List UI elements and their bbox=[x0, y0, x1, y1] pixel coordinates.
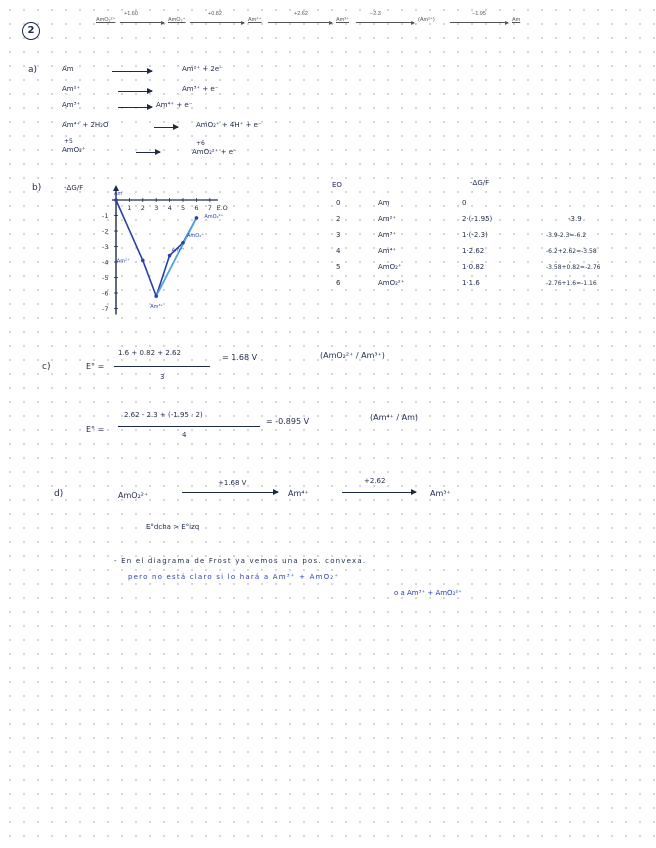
chart-x-tick-label: 7 bbox=[207, 204, 212, 212]
chart-y-tick-label: -4 bbox=[102, 258, 109, 267]
part-a-line-0-right: Am²⁺ + 2e⁻ bbox=[182, 65, 223, 73]
eq2-fraction-bar bbox=[118, 426, 260, 427]
chart-x-tick-label: 2 bbox=[140, 204, 145, 212]
table-row-1-value: -3.9 bbox=[568, 215, 582, 223]
part-a-line-1-right: Am³⁺ + e⁻ bbox=[182, 85, 219, 93]
chart-x-tick-label: 4 bbox=[167, 204, 172, 212]
latimer-arrow-0 bbox=[120, 22, 164, 23]
scheme-middle-species: Am⁴⁺ bbox=[288, 489, 309, 498]
eq1-lhs: E° = bbox=[86, 362, 105, 371]
chart-point bbox=[141, 259, 145, 263]
scheme-arrow-1 bbox=[182, 492, 278, 493]
part-a-line-3-left: Am⁴⁺ + 2H₂O bbox=[62, 121, 109, 129]
table-row-1-species: Am²⁺ bbox=[378, 215, 397, 223]
chart-series-line-1 bbox=[156, 218, 196, 296]
table-row-0-species: Am bbox=[378, 199, 390, 207]
table-header-eo: EO bbox=[332, 181, 342, 189]
table-row-5-value: -2.76+1.6=-1.16 bbox=[546, 280, 597, 287]
chart-point-label: AmO₂²⁺ bbox=[204, 213, 224, 220]
latimer-species-1: AmO₂⁺ bbox=[168, 17, 186, 23]
part-a-arrow-2 bbox=[118, 107, 152, 108]
scheme-arrow-2 bbox=[342, 492, 416, 493]
table-row-1-calc: 2·(-1.95) bbox=[462, 215, 493, 223]
latimer-species-2: Am⁴⁺ bbox=[248, 17, 262, 23]
chart-y-tick-label: -5 bbox=[102, 274, 109, 282]
chart-x-tick-label: 5 bbox=[181, 204, 186, 212]
table-row-3-species: Am⁴⁺ bbox=[378, 247, 397, 255]
eq2-denominator: 4 bbox=[182, 431, 187, 439]
part-a-arrow-1 bbox=[118, 91, 152, 92]
chart-point-label: Am²⁺ bbox=[116, 258, 130, 265]
chart-y-tick-label: -7 bbox=[102, 305, 109, 313]
chart-point-label: Am³⁺ bbox=[150, 304, 164, 311]
eq1-couple: (AmO₂²⁺ / Am³⁺) bbox=[320, 351, 385, 360]
part-a-line-4-left: AmO₂⁺ bbox=[62, 146, 86, 154]
chart-point-label: AmO₂⁺ bbox=[187, 232, 204, 239]
eq1-result: = 1.68 V bbox=[222, 353, 258, 362]
table-row-5-eo: 6 bbox=[336, 279, 341, 287]
chart-point bbox=[168, 254, 172, 258]
frost-diagram-chart bbox=[80, 180, 280, 330]
table-header-dg: -ΔG/F bbox=[470, 179, 490, 187]
chart-x-tick-label: 6 bbox=[194, 204, 199, 212]
chart-y-tick-label: -6 bbox=[102, 289, 109, 298]
latimer-potential-4: −1.95 bbox=[472, 11, 486, 17]
chart-y-tick-label: -1 bbox=[102, 212, 109, 220]
chart-x-tick-label: 3 bbox=[154, 204, 159, 212]
latimer-potential-2: +2.62 bbox=[294, 11, 308, 17]
conclusion-line-2: pero no está claro si lo hará a Am³⁺ + AmO₂⁺ bbox=[128, 573, 340, 581]
conclusion-line-1: - En el diagrama de Frost ya vemos una pos. convexa. bbox=[114, 557, 367, 565]
chart-point bbox=[181, 241, 185, 245]
part-a-line-0-left: Am bbox=[62, 65, 74, 73]
latimer-arrow-1 bbox=[190, 22, 244, 23]
table-row-4-calc: 1·0.82 bbox=[462, 263, 485, 271]
part-a-line-1-left: Am²⁺ bbox=[62, 85, 81, 93]
chart-y-tick-label: -3 bbox=[102, 243, 109, 251]
table-row-0-eo: 0 bbox=[336, 199, 341, 207]
table-row-0-calc: 0 bbox=[462, 199, 467, 207]
eq2-couple: (Am⁴⁺ / Am) bbox=[370, 413, 418, 422]
eq2-result: = -0.895 V bbox=[266, 417, 310, 426]
part-a-line-4-right-ox: +6 bbox=[196, 140, 205, 147]
latimer-species-5: Am bbox=[512, 17, 521, 23]
latimer-arrow-3 bbox=[356, 22, 414, 23]
table-row-2-calc: 1·(-2.3) bbox=[462, 231, 488, 239]
table-row-4-value: -3.58+0.82=-2.76 bbox=[546, 264, 601, 271]
eq1-numerator: 1.6 + 0.82 + 2.62 bbox=[118, 349, 181, 357]
scheme-arrow-2-label: +2.62 bbox=[364, 477, 386, 485]
table-row-1-eo: 2 bbox=[336, 215, 341, 223]
table-row-5-species: AmO₂²⁺ bbox=[378, 279, 405, 287]
chart-x-axis-label: E.O bbox=[216, 204, 228, 212]
eq1-denominator: 3 bbox=[160, 373, 165, 381]
table-row-3-eo: 4 bbox=[336, 247, 341, 255]
comparison-text: E°dcha > E°izq bbox=[146, 523, 200, 531]
latimer-arrow-2 bbox=[268, 22, 332, 23]
table-row-5-calc: 1·1.6 bbox=[462, 279, 480, 287]
chart-y-tick-label: -2 bbox=[102, 227, 109, 236]
chart-point bbox=[195, 216, 199, 220]
part-a-line-2-left: Am³⁺ bbox=[62, 101, 81, 109]
latimer-potential-1: +0.82 bbox=[208, 11, 222, 17]
table-row-2-eo: 3 bbox=[336, 231, 341, 239]
part-c-label: c) bbox=[42, 362, 51, 372]
latimer-potential-0: +1.60 bbox=[124, 11, 138, 17]
eq2-lhs: E° = bbox=[86, 425, 105, 434]
part-a-arrow-4 bbox=[136, 152, 160, 153]
part-a-arrow-3 bbox=[154, 127, 178, 128]
table-row-4-eo: 5 bbox=[336, 263, 341, 271]
chart-point-label: Am⁴⁺ bbox=[171, 247, 185, 254]
part-a-line-4-left-ox: +5 bbox=[64, 138, 73, 145]
table-row-2-species: Am³⁺ bbox=[378, 231, 397, 239]
table-row-3-calc: 1·2.62 bbox=[462, 247, 485, 255]
part-b-label: b) bbox=[32, 183, 42, 193]
chart-ylabel: -ΔG/F bbox=[64, 184, 84, 192]
scheme-right-species: Am³⁺ bbox=[430, 489, 451, 498]
problem-number: 2 bbox=[22, 22, 40, 40]
part-a-label: a) bbox=[28, 65, 38, 75]
latimer-arrow-4 bbox=[450, 22, 508, 23]
part-d-label: d) bbox=[54, 489, 64, 499]
table-row-3-value: -6.2+2.62=-3.58 bbox=[546, 248, 597, 255]
latimer-species-3: Am³⁺ bbox=[336, 17, 349, 23]
table-row-2-value: -3.9-2.3=-6.2 bbox=[546, 232, 587, 239]
chart-x-tick-label: 1 bbox=[127, 204, 132, 212]
part-a-line-4-right: AmO₂²⁺ + e⁻ bbox=[192, 148, 237, 156]
chart-point-label: Am bbox=[114, 191, 123, 197]
part-a-arrow-0 bbox=[112, 71, 152, 72]
latimer-species-0: AmO₂²⁺ bbox=[96, 17, 116, 23]
part-a-line-2-right: Am⁴⁺ + e⁻ bbox=[156, 101, 193, 109]
latimer-potential-3: −2.3 bbox=[370, 11, 381, 17]
table-row-4-species: AmO₂⁺ bbox=[378, 263, 402, 271]
chart-point bbox=[114, 198, 118, 202]
chart-point bbox=[154, 294, 158, 298]
conclusion-line-3: o a Am³⁺ + AmO₂²⁺ bbox=[394, 589, 462, 597]
eq2-numerator: 2.62 - 2.3 + (-1.95 · 2) bbox=[124, 411, 203, 419]
part-a-line-3-right: AmO₂⁺ + 4H⁺ + e⁻ bbox=[196, 121, 262, 129]
latimer-species-4: (Am²⁺) bbox=[418, 17, 435, 23]
scheme-arrow-1-label: +1.68 V bbox=[218, 479, 247, 487]
eq1-fraction-bar bbox=[114, 366, 210, 367]
scheme-left-species: AmO₂²⁺ bbox=[118, 491, 149, 500]
